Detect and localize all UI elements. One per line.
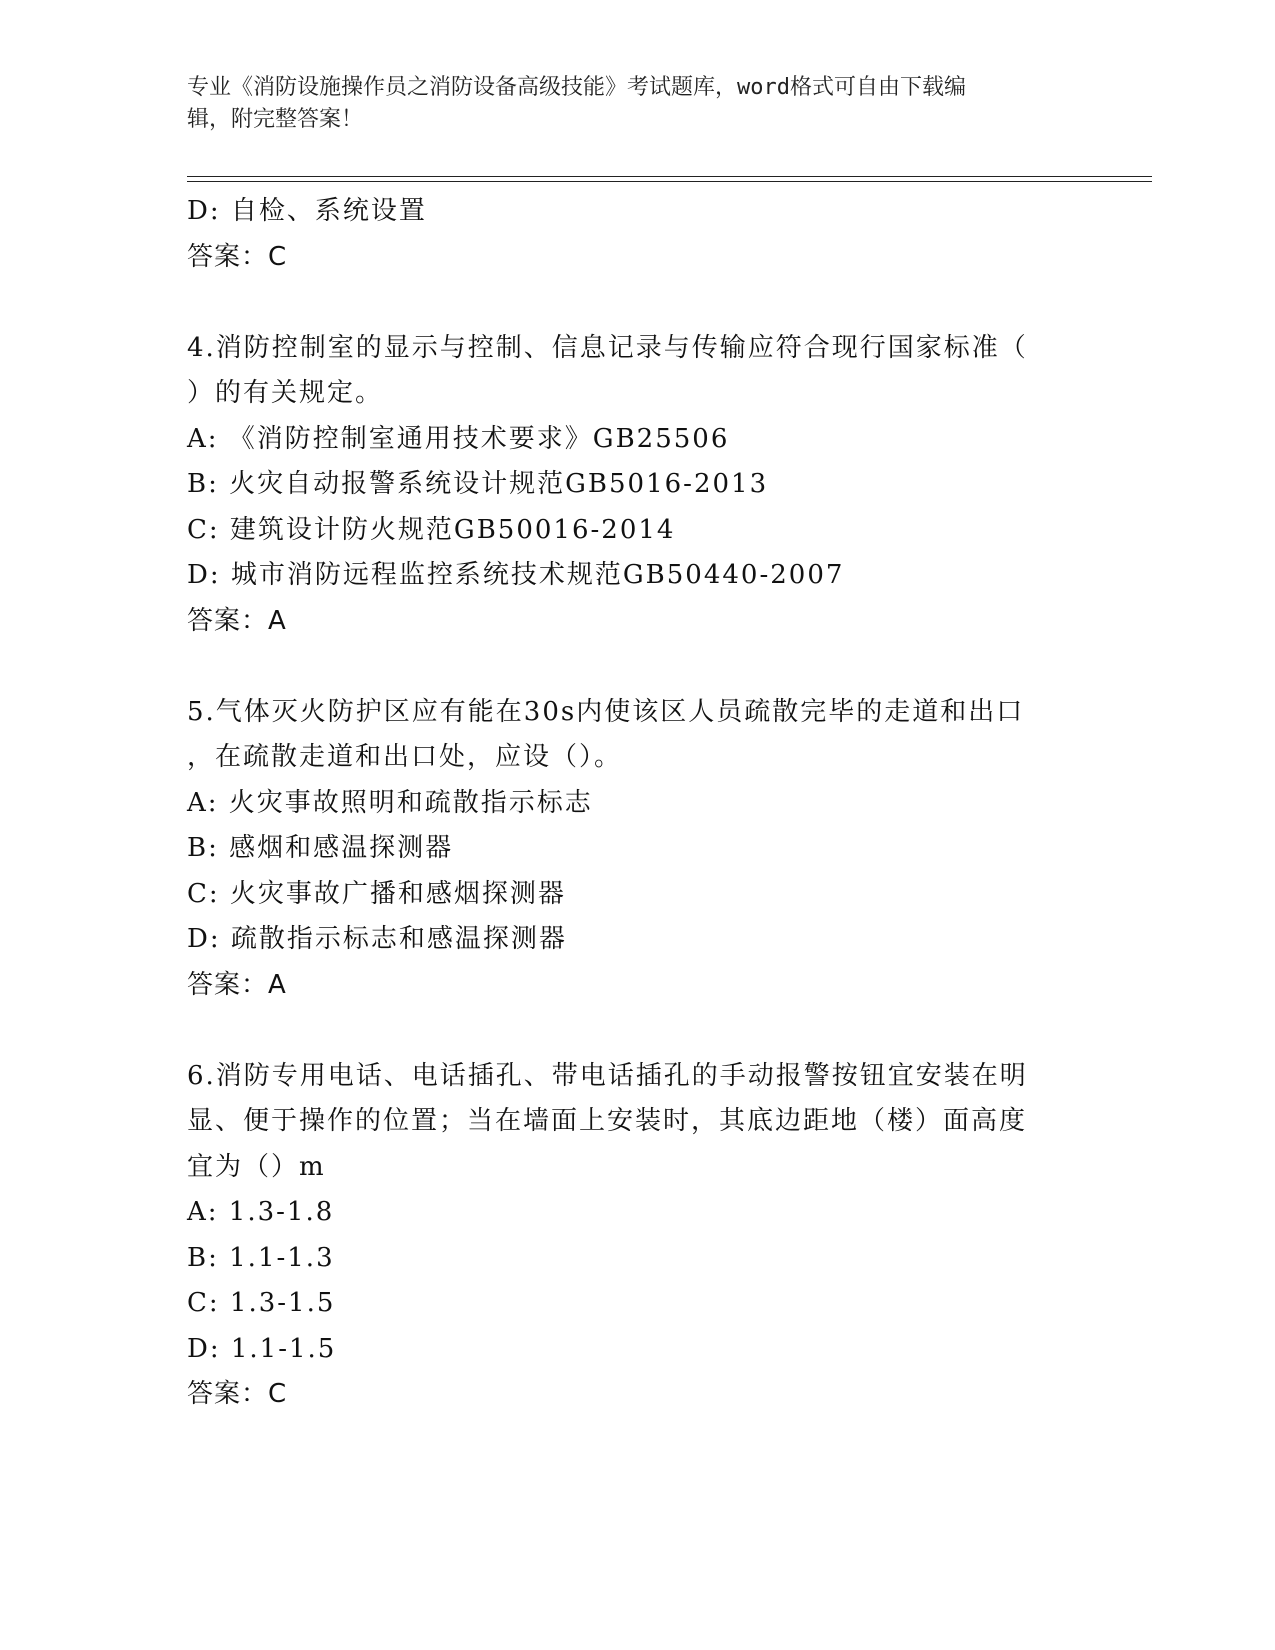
question-stem: 宜为（）m	[187, 1151, 326, 1182]
option-a: A: 火灾事故照明和疏散指示标志	[187, 787, 593, 818]
question-5	[187, 690, 1067, 1009]
question-stem: 4.消防控制室的显示与控制、信息记录与传输应符合现行国家标准（	[187, 332, 1028, 363]
option-d: D: 疏散指示标志和感温探测器	[187, 924, 567, 954]
option-c: C: 火灾事故广播和感烟探测器	[187, 878, 566, 909]
question-stem: 5.气体灭火防护区应有能在30s内使该区人员疏散完毕的走道和出口	[187, 696, 1025, 727]
question-6	[187, 1054, 1067, 1418]
option-b: B: 感烟和感温探测器	[187, 833, 454, 863]
option-a: A: 1.3-1.8	[187, 1197, 335, 1227]
question-stem: 6.消防专用电话、电话插孔、带电话插孔的手动报警按钮宜安装在明	[187, 1060, 1028, 1091]
spacer	[187, 1008, 1067, 1054]
answer: 答案：C	[187, 241, 288, 272]
question-stem: ）的有关规定。	[187, 378, 384, 408]
header-divider-bottom	[187, 181, 1152, 182]
header-line-2: 辑，附完整答案！	[187, 107, 364, 132]
question-4	[187, 326, 1067, 645]
document-body	[187, 189, 1067, 1418]
option-d: D: 1.1-1.5	[187, 1333, 337, 1364]
header-divider-top	[187, 176, 1152, 177]
option-c: C: 建筑设计防火规范GB50016-2014	[187, 514, 676, 545]
option-d: D: 自检、系统设置	[187, 196, 427, 226]
document-header	[187, 72, 1087, 136]
option-b: B: 火灾自动报警系统设计规范GB5016-2013	[187, 469, 769, 499]
question-stem: ，在疏散走道和出口处，应设（）。	[187, 742, 623, 772]
question-stem: 显、便于操作的位置；当在墙面上安装时，其底边距地（楼）面高度	[187, 1106, 1028, 1136]
spacer	[187, 280, 1067, 326]
option-a: A: 《消防控制室通用技术要求》GB25506	[187, 423, 730, 454]
answer: 答案：A	[187, 969, 287, 1000]
answer: 答案：A	[187, 605, 287, 636]
option-c: C: 1.3-1.5	[187, 1288, 336, 1318]
answer: 答案：C	[187, 1379, 288, 1409]
question-3-tail	[187, 189, 1067, 280]
option-b: B: 1.1-1.3	[187, 1242, 335, 1273]
header-line-1: 专业《消防设施操作员之消防设备高级技能》考试题库，word格式可自由下载编	[187, 75, 966, 100]
option-d: D: 城市消防远程监控系统技术规范GB50440-2007	[187, 560, 845, 590]
spacer	[187, 644, 1067, 690]
